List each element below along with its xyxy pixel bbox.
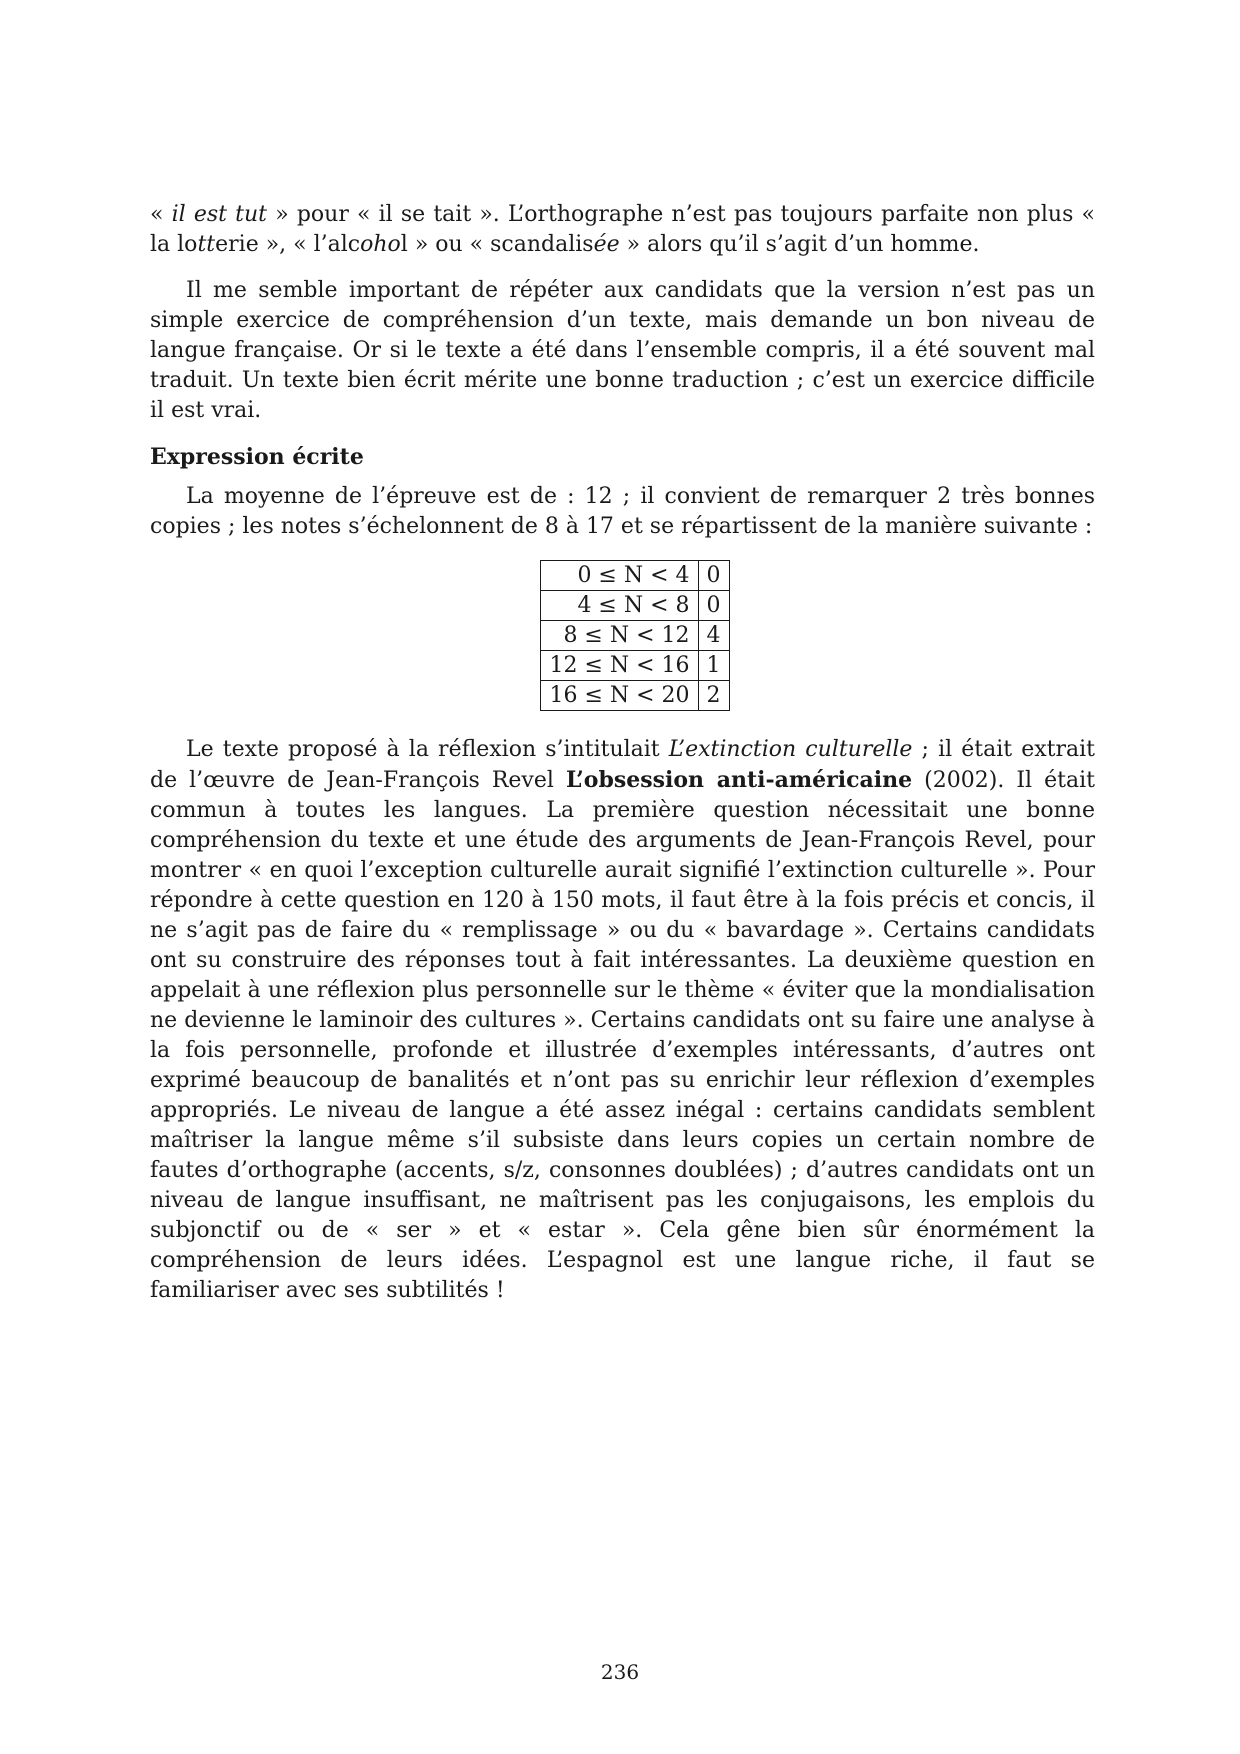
text-title-italic: L’extinction culturelle	[668, 737, 913, 762]
italic-letters: tt	[197, 232, 216, 257]
paragraph-text-analysis	[150, 735, 1095, 1306]
table-row	[541, 561, 729, 591]
grade-count: 1	[698, 651, 729, 681]
paragraph-version-advice: Il me semble important de répéter aux candidats que la version n’est pas un simple exercice de compréhension d’un texte, mais demande un bon niveau de langue française. Or si le texte a été dans l’ensemble compris, il a été souvent mal traduit. Un texte bien écrit mérite une bonne traduction ; c’est un exercice difficile il est vrai.	[150, 278, 1095, 423]
table-row	[541, 651, 729, 681]
table-row	[541, 621, 729, 651]
grade-count: 0	[698, 591, 729, 621]
text-run: «	[150, 202, 172, 227]
table-row	[541, 591, 729, 621]
text-run: » pour « il se tait ». L’orthographe n’est pas toujours parfaite non plus « la lo	[150, 202, 1095, 257]
text-run: erie », « l’alc	[215, 232, 361, 257]
paragraph-spelling-errors	[150, 200, 1095, 260]
grade-count: 4	[698, 621, 729, 651]
text-run: l » ou « scandalis	[400, 232, 594, 257]
italic-quote: il est tut	[171, 202, 268, 227]
grade-interval: 12 ≤ N < 16	[541, 651, 698, 681]
text-run: » alors qu’il s’agit d’un homme.	[619, 232, 980, 257]
grade-count: 0	[698, 561, 729, 591]
text-run: (2002). Il était commun à toutes les langues. La première question nécessitait une bonne compréhension du texte et une étude des arguments de Jean-François Revel, pour montrer « en quoi l’exception culturelle aurait signifié l’extinction culturelle ». Pour répondre à cette question en 120 à 150 mots, il faut être à la fois précis et concis, il ne s’agit pas de faire du « remplissage » ou du « bavardage ». Certains candidats ont su construire des réponses tout à fait intéressantes. La deuxième question en appelait à une réflexion plus personnelle sur le thème « éviter que la mondialisation ne devienne le laminoir des cultures ». Certains candidats ont su faire une analyse à la fois personnelle, profonde et illustrée d’exemples intéressants, d’autres ont exprimé beaucoup de banalités et n’ont pas su enrichir leur réflexion d’exemples appropriés. Le niveau de langue a été assez inégal : certains candidats semblent maîtriser la langue même s’il subsiste dans leurs copies un certain nombre de fautes d’orthographe (accents, s/z, consonnes doublées) ; d’autres candidats ont un niveau de langue insuffisant, ne maîtrisent pas les conjugaisons, les emplois du subjonctif ou de « ser » et « estar ». Cela gêne bien sûr énormément la compréhension de leurs idées. L’espagnol est une langue riche, il faut se familiariser avec ses subtilités !	[150, 768, 1095, 1303]
grade-interval: 8 ≤ N < 12	[541, 621, 698, 651]
grade-distribution-table	[540, 560, 729, 711]
grade-interval: 4 ≤ N < 8	[541, 591, 698, 621]
italic-letters: ée	[593, 232, 620, 257]
italic-letters: oho	[360, 232, 401, 257]
grade-count: 2	[698, 681, 729, 711]
grade-interval: 0 ≤ N < 4	[541, 561, 698, 591]
grade-distribution-wrapper	[150, 560, 1095, 711]
grade-interval: 16 ≤ N < 20	[541, 681, 698, 711]
document-page	[150, 200, 1095, 1306]
paragraph-average: La moyenne de l’épreuve est de : 12 ; il convient de remarquer 2 très bonnes copies ; les notes s’échelonnent de 8 à 17 et se répartissent de la manière suivante :	[150, 484, 1095, 539]
page-number: 236	[600, 1660, 640, 1684]
text-run: Le texte proposé à la réflexion s’intitulait	[186, 737, 669, 762]
table-row	[541, 681, 729, 711]
section-heading: Expression écrite	[150, 444, 364, 470]
work-title-bold: L’obsession anti-américaine	[565, 767, 913, 793]
text-run: ; il était extrait de l’œuvre de Jean-François Revel	[150, 737, 1095, 793]
